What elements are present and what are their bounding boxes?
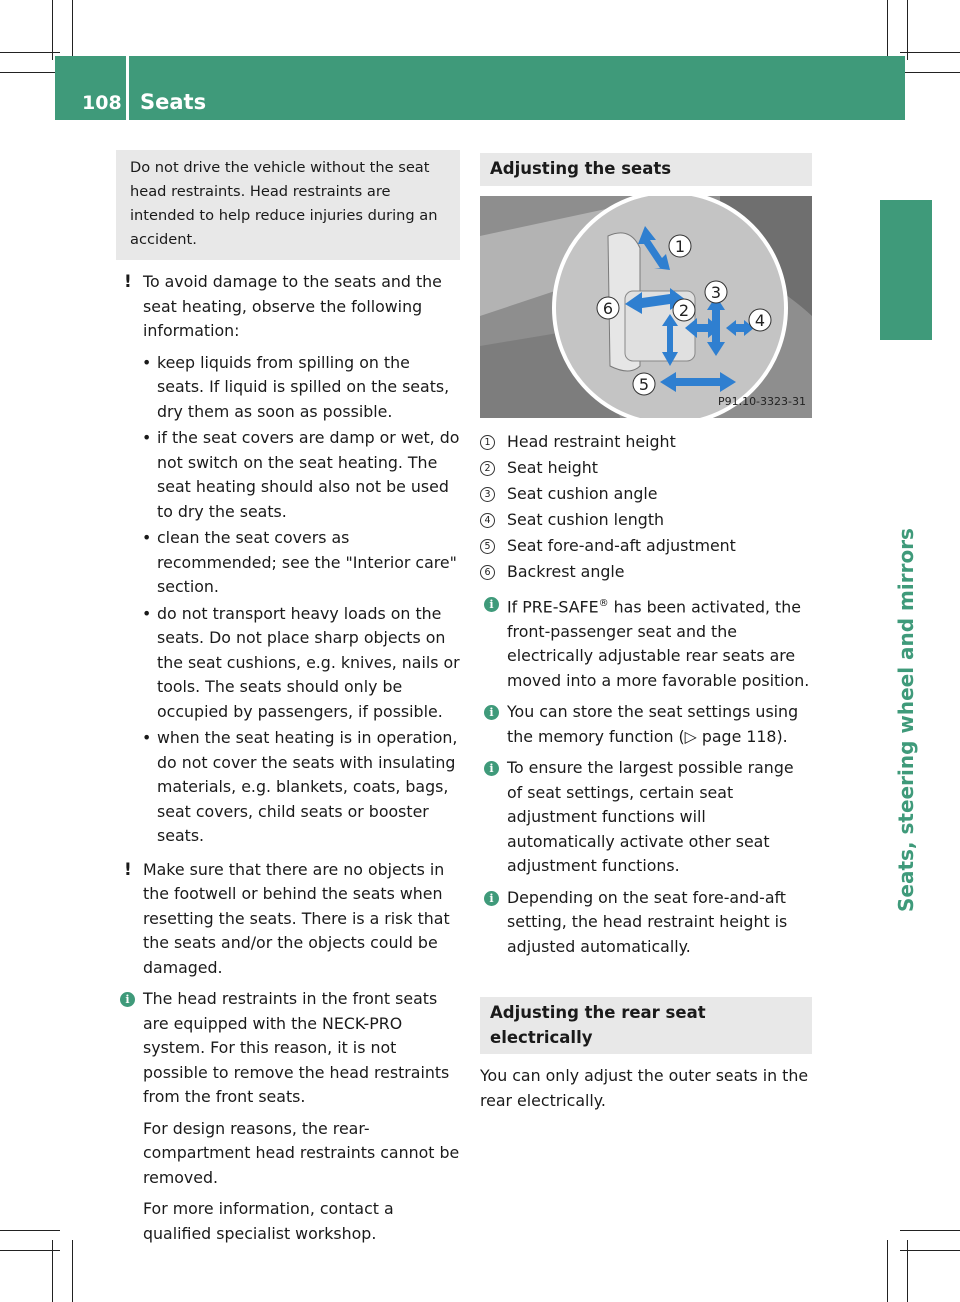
info-note [116,987,460,1110]
number-icon: 2 [480,461,495,476]
crop-mark [907,0,908,60]
info-text: To ensure the largest possible range of seat settings, certain seat adjustment functions will automatically activate other seat adjustment functions. [507,758,794,876]
number-icon: 1 [480,435,495,450]
caution-note [116,270,460,344]
info-text-continued: For design reasons, the rear-compartment head restraints cannot be removed. [143,1118,460,1187]
legend-item [480,534,812,559]
callout-label: 4 [754,310,766,330]
info-text: Depending on the seat fore-and-aft setting, the head restraint height is adjusted automatically. [507,887,788,956]
bullet-icon: • [142,352,152,372]
bullet-icon: • [142,428,152,447]
left-column [116,150,460,1253]
crop-mark [72,0,73,60]
bullet-icon: • [142,603,152,623]
info-note [480,886,812,960]
legend-text: Seat height [507,457,598,477]
callout-label: 6 [602,298,614,318]
info-note [480,756,812,879]
list-item-text: do not transport heavy loads on the seats. Do not place sharp objects on the seat cushions, e.g. knives, nails or tools. The seats should only be occupied by passengers, if possible. [157,603,460,721]
list-item-text: keep liquids from spilling on the seats. If liquid is spilled on the seats, dry them as soon as possible. [157,352,450,421]
crop-mark [900,1250,960,1251]
info-text: The head restraints in the front seats are equipped with the NECK-PRO system. For this reason, it is not possible to remove the head restraints from the front seats. [143,989,450,1106]
info-icon: i [484,891,499,906]
legend-item [480,560,812,585]
crop-mark [900,72,960,73]
callout-label: 2 [678,300,690,320]
caution-text: Make sure that there are no objects in the footwell or behind the seats when resetting the seats. There is a risk that the seats and/or the objects could be damaged. [143,859,450,977]
section-heading: Adjusting the rear seat electrically [480,997,812,1054]
number-icon: 6 [480,565,495,580]
section-text: You can only adjust the outer seats in the rear electrically. [480,1066,809,1110]
legend-item [480,508,812,533]
info-text: You can store the seat settings using the memory function (▷ page 118). [507,702,799,746]
legend-item [480,430,812,455]
list-item-text: if the seat covers are damp or wet, do not switch on the seat heating. The seat heating should also not be used to dry the seats. [157,428,460,521]
legend-text: Seat cushion length [507,509,665,529]
info-icon: i [484,761,499,776]
crop-mark [72,1240,73,1302]
callout-label: 5 [638,374,650,394]
legend-text: Seat cushion angle [507,483,658,503]
seat-controls-figure [480,196,812,418]
legend-item [480,482,812,507]
right-column [480,153,812,1113]
caution-icon: ! [124,859,132,880]
legend-text: Backrest angle [507,561,625,581]
bullet-icon: • [142,528,152,547]
crop-mark [887,1240,888,1302]
seat-controls-illustration [480,196,812,418]
info-icon: i [484,597,499,612]
legend-item [480,456,812,481]
crop-mark [0,1230,60,1231]
info-icon: i [484,705,499,720]
figure-code: P91.10-3323-31 [717,395,806,408]
registered-mark: ® [598,598,609,609]
list-item [130,351,460,425]
list-item-text: when the seat heating is in operation, do not cover the seats with insulating materials, e.g. blankets, coats, bags, seat covers, child seats or booster seats. [157,728,458,845]
warning-box: Do not drive the vehicle without the seat head restraints. Head restraints are intended to help reduce injuries during an accident. [116,150,460,260]
crop-mark [0,1250,60,1251]
callout-label: 1 [674,236,686,256]
crop-mark [900,1230,960,1231]
section-heading: Adjusting the seats [480,153,812,186]
page-title: Seats [140,90,207,114]
legend-text: Seat fore-and-aft adjustment [507,535,736,555]
chapter-title: Seats, steering wheel and mirrors [894,528,918,912]
callout-label: 3 [710,282,722,302]
header-divider [126,56,129,120]
legend-text: Head restraint height [507,431,676,451]
list-item [130,526,460,600]
caution-text: To avoid damage to the seats and the seat heating, observe the following information: [143,272,442,340]
crop-mark [52,0,53,60]
info-text: If PRE-SAFE [507,597,599,617]
number-icon: 4 [480,513,495,528]
list-item [130,726,460,849]
crop-mark [887,0,888,60]
crop-mark [0,72,60,73]
info-note [480,700,812,749]
chapter-tab [880,200,932,340]
list-item [130,602,460,725]
info-text-continued: For more information, contact a qualified specialist workshop. [143,1199,394,1243]
list-item-text: clean the seat covers as recommended; see the "Interior care" section. [157,528,457,596]
info-text: has been activated, the front-passenger seat and the electrically adjustable rear seats are moved into a more favorable position. [507,597,810,690]
bullet-icon: • [142,728,152,747]
info-note [480,592,812,693]
caution-note [116,858,460,981]
list-item [130,426,460,524]
info-icon: i [120,992,135,1007]
crop-mark [900,52,960,53]
number-icon: 5 [480,539,495,554]
number-icon: 3 [480,487,495,502]
caution-icon: ! [124,272,132,292]
page-number: 108 [82,92,122,114]
crop-mark [0,52,60,53]
